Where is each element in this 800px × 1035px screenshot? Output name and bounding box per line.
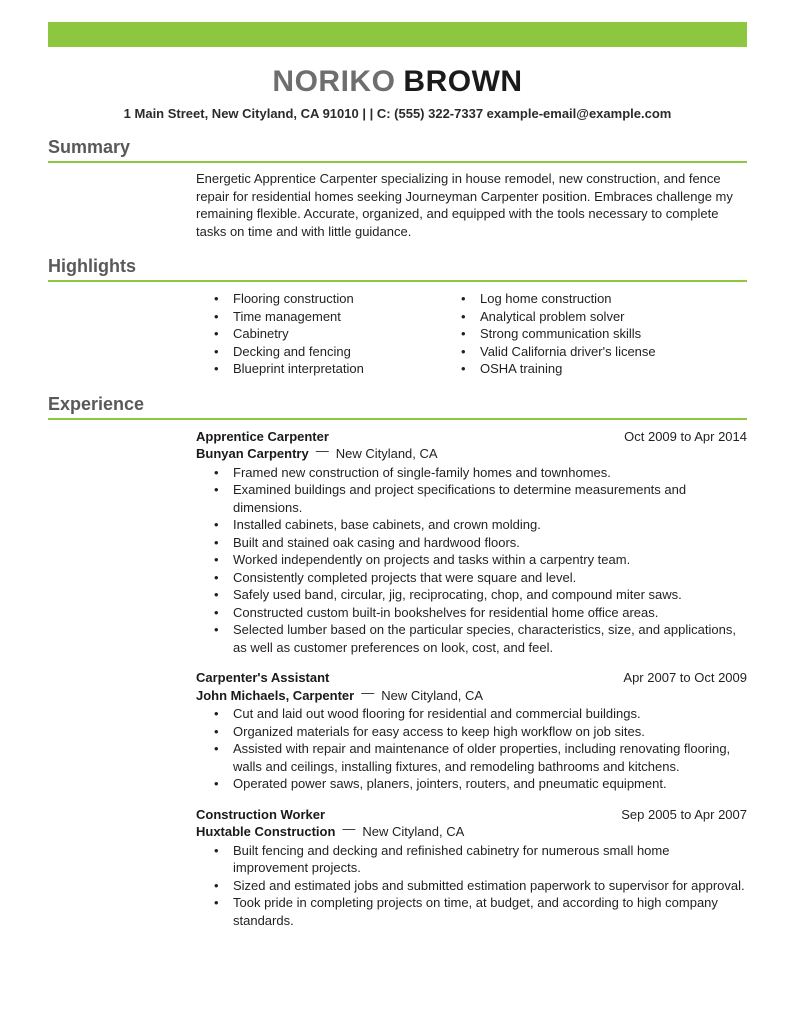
highlight-item: • Decking and fencing: [196, 343, 443, 361]
job-bullet: • Assisted with repair and maintenance of older properties, including renovating flooring, walls and ceilings, installing fixtures, and remodeling bathrooms and kitchens.: [196, 740, 747, 775]
job-company: John Michaels, Carpenter: [196, 687, 355, 703]
highlight-item: • Flooring construction: [196, 290, 443, 308]
job-location: New Cityland, CA: [362, 824, 465, 839]
experience-heading: Experience: [48, 393, 747, 420]
candidate-first-name: NORIKO: [272, 65, 396, 98]
job-bullet: • Installed cabinets, base cabinets, and crown molding.: [196, 516, 747, 534]
job-bullet: • Examined buildings and project specifications to determine measurements and dimensions.: [196, 481, 747, 516]
highlight-item: • Log home construction: [443, 290, 747, 308]
job-bullet: • Constructed custom built-in bookshelves for residential home office areas.: [196, 604, 747, 622]
job-dates: Sep 2005 to Apr 2007: [621, 806, 747, 822]
job-bullet: • Safely used band, circular, jig, reciprocating, chop, and compound miter saws.: [196, 586, 747, 604]
job-dates: Apr 2007 to Oct 2009: [623, 670, 747, 685]
candidate-last-name: BROWN: [403, 65, 523, 98]
job-entry: [196, 428, 747, 657]
section-experience: [48, 393, 747, 930]
highlight-item: • Strong communication skills: [443, 325, 747, 343]
job-bullet: • Took pride in completing projects on time, at budget, and according to high company standards.: [196, 894, 747, 929]
job-bullet-list: [196, 464, 747, 657]
candidate-name: [48, 65, 747, 99]
job-title: Construction Worker: [196, 806, 326, 822]
job-title: Apprentice Carpenter: [196, 428, 329, 444]
job-company: Bunyan Carpentry: [196, 446, 309, 461]
job-bullet: • Consistently completed projects that were square and level.: [196, 569, 747, 587]
highlights-left-column: [196, 290, 443, 378]
job-entry: [196, 806, 747, 930]
job-bullet: • Cut and laid out wood flooring for residential and commercial buildings.: [196, 705, 747, 723]
job-title: Carpenter's Assistant: [196, 670, 330, 685]
job-company: Huxtable Construction: [196, 824, 336, 839]
job-location: New Cityland, CA: [335, 446, 438, 461]
job-bullet-list: [196, 842, 747, 930]
job-dates: Oct 2009 to Apr 2014: [624, 428, 747, 444]
job-entry: [196, 669, 747, 793]
section-highlights: [48, 255, 747, 378]
highlight-item: • Valid California driver's license: [443, 343, 747, 361]
job-bullet-list: [196, 705, 747, 793]
highlights-heading: Highlights: [48, 255, 747, 282]
job-bullet: • Worked independently on projects and tasks within a carpentry team.: [196, 551, 747, 569]
job-location: New Cityland, CA: [381, 687, 484, 703]
job-bullet: • Framed new construction of single-family homes and townhomes.: [196, 464, 747, 482]
job-bullet: • Built fencing and decking and refinished cabinetry for numerous small home improvement projects.: [196, 842, 747, 877]
company-location-separator: —: [361, 684, 375, 700]
job-bullet: • Selected lumber based on the particular species, characteristics, size, and applications, as well as customer preferences on look, cost, and feel.: [196, 621, 747, 656]
company-location-separator: —: [315, 443, 329, 458]
job-bullet: • Built and stained oak casing and hardwood floors.: [196, 534, 747, 552]
highlights-right-column: [443, 290, 747, 378]
section-summary: [48, 136, 747, 240]
highlight-item: • Time management: [196, 308, 443, 326]
job-bullet: • Sized and estimated jobs and submitted estimation paperwork to supervisor for approval.: [196, 877, 747, 895]
job-bullet: • Operated power saws, planers, jointers, routers, and pneumatic equipment.: [196, 775, 747, 793]
summary-heading: Summary: [48, 136, 747, 163]
summary-paragraph: Energetic Apprentice Carpenter specializing in house remodel, new construction, and fence repair for residential homes seeking Journeyman Carpenter position. Embraces challenge my remaining flexible. Accurate, organized, and equipped with the tools necessary to complete tasks on time and with little guidance.: [196, 171, 733, 239]
job-bullet: • Organized materials for easy access to keep high workflow on job sites.: [196, 723, 747, 741]
highlight-item: • Analytical problem solver: [443, 308, 747, 326]
highlight-item: • Cabinetry: [196, 325, 443, 343]
accent-bar: [48, 22, 747, 47]
company-location-separator: —: [342, 821, 356, 836]
highlights-columns: [196, 290, 747, 378]
contact-info: 1 Main Street, New Cityland, CA 91010 | | C: (555) 322-7337 example-email@example.com: [123, 106, 672, 121]
highlight-item: • OSHA training: [443, 360, 747, 378]
highlight-item: • Blueprint interpretation: [196, 360, 443, 378]
